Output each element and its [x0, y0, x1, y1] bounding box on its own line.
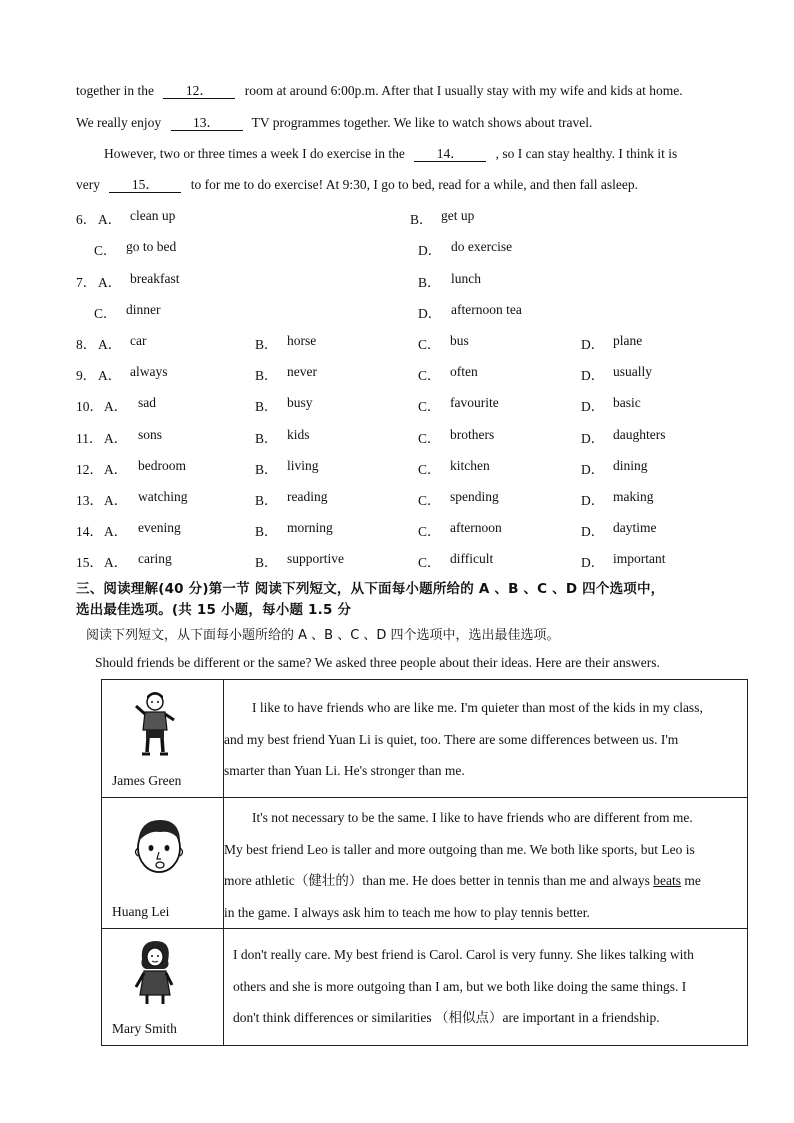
option-text: brothers	[450, 427, 495, 442]
section-instruction: 阅读下列短文，从下面每小题所给的 A 、B 、C 、D 四个选项中，选出最佳选项。	[86, 628, 560, 643]
question-number: 8．	[76, 337, 97, 352]
answer-blank-15: 15．	[109, 177, 181, 193]
opinion-line: It's not necessary to be the same. I like to have friends who are different from me.	[252, 810, 693, 825]
opinion-line: I don't really care. My best friend is Carol. Carol is very funny. She likes talking with	[233, 947, 694, 962]
option-text: kids	[287, 427, 310, 442]
answer-blank-14: 14．	[414, 146, 486, 162]
option-text: spending	[450, 489, 499, 504]
table-row	[102, 798, 748, 929]
option-text: dinner	[126, 302, 161, 317]
person-name: James Green	[112, 773, 182, 788]
option-text: morning	[287, 520, 333, 535]
option-letter: A．	[104, 524, 128, 539]
option-letter: B．	[255, 493, 278, 508]
option-text: caring	[138, 551, 172, 566]
opinion-line: don't think differences or similarities （相似点）are important in a friendship.	[233, 1010, 660, 1025]
option-letter: A．	[98, 368, 122, 383]
option-letter: A．	[98, 337, 122, 352]
opinion-text-cell	[224, 798, 748, 929]
option-text: lunch	[451, 271, 481, 286]
opinion-line: and my best friend Yuan Li is quiet, too. There are some differences between us. I'm	[224, 731, 679, 747]
passage-line-3: However, two or three times a week I do exercise in the 14． , so I can stay healthy. I think it is	[104, 146, 678, 161]
person-name: Huang Lei	[112, 904, 170, 919]
option-letter: C．	[418, 399, 441, 414]
opinion-line: smarter than Yuan Li. He's stronger than me.	[224, 763, 465, 778]
person-cell	[102, 798, 224, 929]
option-text: busy	[287, 395, 313, 410]
opinion-line: in the game. I always ask him to teach me how to play tennis better.	[224, 904, 590, 920]
option-text: always	[130, 364, 168, 379]
option-text: dining	[613, 458, 648, 473]
question-number: 9．	[76, 368, 97, 383]
option-letter: D．	[581, 493, 605, 508]
option-text: bus	[450, 333, 469, 348]
option-text: kitchen	[450, 458, 490, 473]
option-text: watching	[138, 489, 188, 504]
option-letter: D．	[581, 431, 605, 446]
option-letter: D．	[581, 399, 605, 414]
option-text: basic	[613, 395, 641, 410]
option-letter: B．	[255, 337, 278, 352]
option-letter: D．	[581, 524, 605, 539]
option-letter: B．	[255, 431, 278, 446]
option-letter: D．	[581, 368, 605, 383]
option-letter: A．	[104, 555, 128, 570]
option-text: living	[287, 458, 319, 473]
option-letter: C．	[418, 337, 441, 352]
passage-line-2: We really enjoy 13． TV programmes together. We like to watch shows about travel.	[76, 115, 593, 130]
opinion-text-cell	[224, 929, 748, 1046]
option-letter: C．	[418, 555, 441, 570]
option-letter: B．	[255, 399, 278, 414]
person-cell	[102, 680, 224, 798]
option-letter: B．	[255, 368, 278, 383]
option-text: sad	[138, 395, 156, 410]
underlined-word: beats	[653, 873, 682, 888]
option-letter: A．	[104, 399, 128, 414]
option-letter: C．	[418, 431, 441, 446]
person-name: Mary Smith	[112, 1021, 177, 1036]
person-cell	[102, 929, 224, 1046]
answer-blank-12: 12．	[163, 83, 235, 99]
option-letter: D．	[581, 337, 605, 352]
section-heading: 三、阅读理解(40 分)第一节 阅读下列短文，从下面每小题所给的 A 、B 、C 、D 四个选项中，	[76, 581, 665, 597]
opinion-line: others and she is more outgoing than I am, but we both like doing the same things. I	[233, 978, 687, 994]
option-text: do exercise	[451, 239, 513, 254]
option-text: daytime	[613, 520, 657, 535]
option-text: clean up	[130, 208, 176, 223]
passage-intro: Should friends be different or the same? We asked three people about their ideas. Here are their answers.	[95, 655, 660, 670]
option-letter: A．	[104, 493, 128, 508]
passage-line-4: very 15． to for me to do exercise! At 9:30, I go to bed, read for a while, and then fall asleep.	[76, 177, 638, 192]
opinion-text-cell	[224, 680, 748, 798]
option-text: evening	[138, 520, 181, 535]
passage-line-1: together in the 12． room at around 6:00p.m. After that I usually stay with my wife and kids at home.	[76, 83, 683, 98]
option-text: often	[450, 364, 478, 379]
option-text: afternoon	[450, 520, 502, 535]
option-letter: C．	[418, 368, 441, 383]
table-row	[102, 929, 748, 1046]
option-letter: D．	[581, 462, 605, 477]
option-letter: B．	[255, 462, 278, 477]
option-text: never	[287, 364, 317, 379]
option-letter: D．	[581, 555, 605, 570]
option-text: afternoon tea	[451, 302, 522, 317]
boy-cartoon-icon	[130, 688, 180, 760]
opinions-table	[101, 679, 748, 1046]
option-text: sons	[138, 427, 163, 442]
opinion-line: My best friend Leo is taller and more outgoing than me. We both like sports, but Leo is	[224, 841, 695, 857]
option-text: daughters	[613, 427, 666, 442]
option-letter: B．	[255, 524, 278, 539]
option-text: car	[130, 333, 147, 348]
opinion-line: I like to have friends who are like me. I'm quieter than most of the kids in my class,	[252, 700, 703, 715]
table-row	[102, 680, 748, 798]
option-letter: A．	[104, 462, 128, 477]
option-text: difficult	[450, 551, 494, 566]
question-number: 10．	[76, 399, 103, 414]
option-text: get up	[441, 208, 475, 223]
question-number: 11．	[76, 431, 103, 446]
option-text: horse	[287, 333, 317, 348]
question-number: 12．	[76, 462, 103, 477]
opinion-line: more athletic（健壮的）than me. He does better in tennis than me and always beats me	[224, 873, 701, 888]
option-text: breakfast	[130, 271, 180, 286]
girl-cartoon-icon	[132, 937, 178, 1007]
option-letter: A．	[104, 431, 128, 446]
option-letter: B．	[255, 555, 278, 570]
question-number: 15．	[76, 555, 103, 570]
option-letter: C．	[418, 524, 441, 539]
answer-blank-13: 13．	[171, 115, 243, 131]
section-heading-cont: 选出最佳选项。(共 15 小题，每小题 1.5 分	[76, 602, 352, 618]
option-text: favourite	[450, 395, 499, 410]
option-text: plane	[613, 333, 643, 348]
option-text: reading	[287, 489, 328, 504]
question-number: 14．	[76, 524, 103, 539]
option-text: go to bed	[126, 239, 177, 254]
option-letter: C．	[418, 493, 441, 508]
option-text: supportive	[287, 551, 344, 566]
option-text: usually	[613, 364, 652, 379]
option-letter: C．	[418, 462, 441, 477]
option-text: bedroom	[138, 458, 186, 473]
boy-face-cartoon-icon	[130, 812, 188, 882]
option-text: important	[613, 551, 666, 566]
question-number: 13．	[76, 493, 103, 508]
option-text: making	[613, 489, 654, 504]
